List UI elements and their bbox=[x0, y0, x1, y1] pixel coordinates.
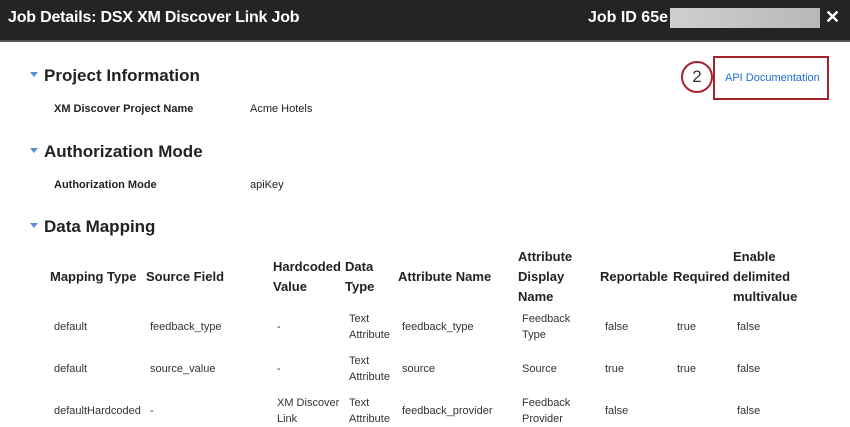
collapse-triangle-icon bbox=[30, 223, 38, 228]
table-cell: false bbox=[737, 363, 761, 375]
table-cell: Source bbox=[522, 363, 557, 375]
table-cell: Feedback Provider bbox=[522, 397, 571, 425]
dialog-header bbox=[0, 0, 850, 42]
job-id-label: Job ID 65e bbox=[587, 9, 668, 26]
project-name-label: XM Discover Project Name bbox=[54, 103, 194, 115]
table-cell: defaultHardcoded bbox=[54, 405, 141, 417]
column-header: Attribute Name bbox=[398, 269, 492, 284]
table-cell: true bbox=[677, 363, 696, 375]
section-title: Authorization Mode bbox=[44, 142, 203, 161]
step-badge: 2 bbox=[681, 61, 713, 93]
dialog-title: Job Details: DSX XM Discover Link Job bbox=[8, 9, 300, 26]
collapse-triangle-icon bbox=[30, 148, 38, 153]
auth-mode-value: apiKey bbox=[250, 179, 284, 191]
table-cell: feedback_type bbox=[150, 321, 222, 333]
table-cell: false bbox=[605, 405, 629, 417]
column-header: Data Type bbox=[345, 259, 375, 294]
table-cell: true bbox=[605, 363, 624, 375]
table-cell: false bbox=[737, 405, 761, 417]
section-title: Project Information bbox=[44, 66, 200, 85]
column-header: Attribute Display Name bbox=[518, 249, 573, 304]
table-cell: false bbox=[605, 321, 629, 333]
table-cell: default bbox=[54, 363, 88, 375]
column-header: Reportable bbox=[600, 269, 668, 284]
section-data-mapping[interactable] bbox=[30, 217, 155, 237]
table-cell: feedback_type bbox=[402, 321, 474, 333]
section-title: Data Mapping bbox=[44, 217, 156, 236]
table-cell: - bbox=[277, 363, 281, 375]
table-cell: default bbox=[54, 321, 88, 333]
table-cell: false bbox=[737, 321, 761, 333]
section-project-information[interactable] bbox=[30, 66, 200, 86]
table-cell: - bbox=[150, 405, 154, 417]
api-documentation-link[interactable]: API Documentation bbox=[725, 72, 820, 84]
collapse-triangle-icon bbox=[30, 72, 38, 77]
api-documentation-highlight bbox=[713, 56, 829, 100]
column-header: Source Field bbox=[146, 269, 225, 284]
table-cell: Text Attribute bbox=[349, 355, 390, 383]
job-id-group bbox=[588, 8, 820, 28]
project-name-value: Acme Hotels bbox=[250, 103, 313, 115]
table-cell: Text Attribute bbox=[349, 397, 390, 425]
table-cell: true bbox=[677, 321, 696, 333]
auth-mode-label: Authorization Mode bbox=[54, 179, 157, 191]
table-cell: source_value bbox=[150, 363, 216, 375]
close-icon[interactable]: ✕ bbox=[825, 7, 841, 27]
column-header: Hardcoded Value bbox=[273, 259, 341, 294]
column-header: Enable delimited multivalue bbox=[733, 249, 798, 304]
redacted-job-id bbox=[670, 8, 820, 28]
table-cell: Text Attribute bbox=[349, 313, 390, 341]
table-cell: XM Discover Link bbox=[277, 397, 340, 425]
column-header: Required bbox=[673, 269, 730, 284]
table-cell: source bbox=[402, 363, 436, 375]
table-cell: Feedback Type bbox=[522, 313, 571, 341]
column-header: Mapping Type bbox=[50, 269, 137, 284]
table-cell: - bbox=[277, 321, 281, 333]
section-authorization-mode[interactable] bbox=[30, 142, 203, 162]
table-cell: feedback_provider bbox=[402, 405, 493, 417]
